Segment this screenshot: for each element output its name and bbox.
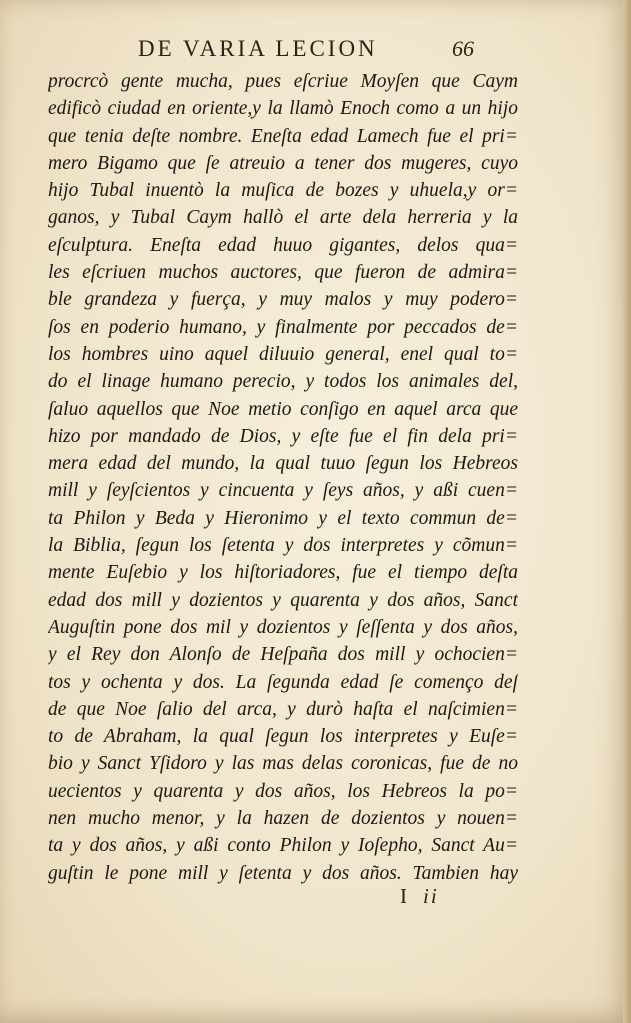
text-line: edad dos mill y dozientos y quarenta y dos años, Sanct bbox=[48, 589, 518, 611]
text-line: mero Bigamo que ſe atreuio a tener dos mugeres, cuyo bbox=[48, 152, 518, 174]
signature-letter: I bbox=[400, 884, 409, 908]
text-line: ſaluo aquellos que Noe metio conſigo en aquel arca que bbox=[48, 398, 518, 420]
page-edge-shadow bbox=[623, 0, 631, 1023]
page-header bbox=[0, 36, 631, 66]
text-line: ta Philon y Beda y Hieronimo y el texto commun de= bbox=[48, 507, 518, 529]
text-line: bio y Sanct Yſidoro y las mas delas coronicas, fue de no bbox=[48, 753, 518, 775]
body-text bbox=[48, 68, 518, 887]
page-number: 66 bbox=[452, 36, 474, 61]
text-line: les eſcriuen muchos auctores, que fueron de admira= bbox=[48, 262, 518, 284]
text-line: procrcò gente mucha, pues eſcriue Moyſen que Caym bbox=[48, 71, 518, 92]
text-line: tos y ochenta y dos. La ſegunda edad ſe començo deſ bbox=[48, 671, 518, 693]
text-line: mill y ſeyſcientos y cincuenta y ſeys años, y aßi cuen= bbox=[48, 480, 518, 502]
text-line: ta y dos años, y aßi conto Philon y Ioſepho, Sanct Au= bbox=[48, 835, 518, 857]
text-line: de que Noe ſalio del arca, y durò haſta el naſcimien= bbox=[48, 698, 518, 720]
text-line: mente Euſebio y los hiſtoriadores, fue el tiempo deſta bbox=[48, 562, 518, 584]
text-line: ble grandeza y fuerça, y muy malos y muy podero= bbox=[48, 289, 518, 311]
text-line: hijo Tubal inuentò la muſica de bozes y uhuela,y or= bbox=[48, 180, 518, 202]
text-line: edificò ciudad en oriente,y la llamò Enoch como a un hijo bbox=[48, 98, 518, 120]
text-line: que tenia deſte nombre. Eneſta edad Lamech fue el pri= bbox=[48, 125, 518, 147]
text-line: to de Abraham, la qual ſegun los interpretes y Euſe= bbox=[48, 726, 518, 748]
text-line: do el linage humano perecio, y todos los animales del, bbox=[48, 371, 518, 393]
text-line: la Biblia, ſegun los ſetenta y dos interpretes y cõmun= bbox=[48, 535, 518, 557]
text-line: mera edad del mundo, la qual tuuo ſegun los Hebreos bbox=[48, 453, 518, 475]
text-line: guſtin le pone mill y ſetenta y dos años. Tambien hay bbox=[48, 862, 518, 884]
text-line: Auguſtin pone dos mil y dozientos y ſeſſenta y dos años, bbox=[48, 616, 518, 638]
text-line: ganos, y Tubal Caym hallò el arte dela herreria y la bbox=[48, 207, 518, 229]
text-line: hizo por mandado de Dios, y eſte fue el fin dela pri= bbox=[48, 425, 518, 447]
text-line: y el Rey don Alonſo de Heſpaña dos mill y ochocien= bbox=[48, 644, 518, 666]
text-line: eſculptura. Eneſta edad huuo gigantes, delos qua= bbox=[48, 234, 518, 256]
text-line: uecientos y quarenta y dos años, los Hebreos la po= bbox=[48, 780, 518, 802]
signature-number: ii bbox=[423, 884, 439, 908]
text-line: nen mucho menor, y la hazen de dozientos y nouen= bbox=[48, 808, 518, 830]
text-line: ſos en poderio humano, y finalmente por peccados de= bbox=[48, 316, 518, 338]
running-title: DE VARIA LECION bbox=[138, 36, 378, 61]
signature-mark bbox=[400, 884, 439, 909]
text-line: los hombres uino aquel diluuio general, enel qual to= bbox=[48, 343, 518, 365]
